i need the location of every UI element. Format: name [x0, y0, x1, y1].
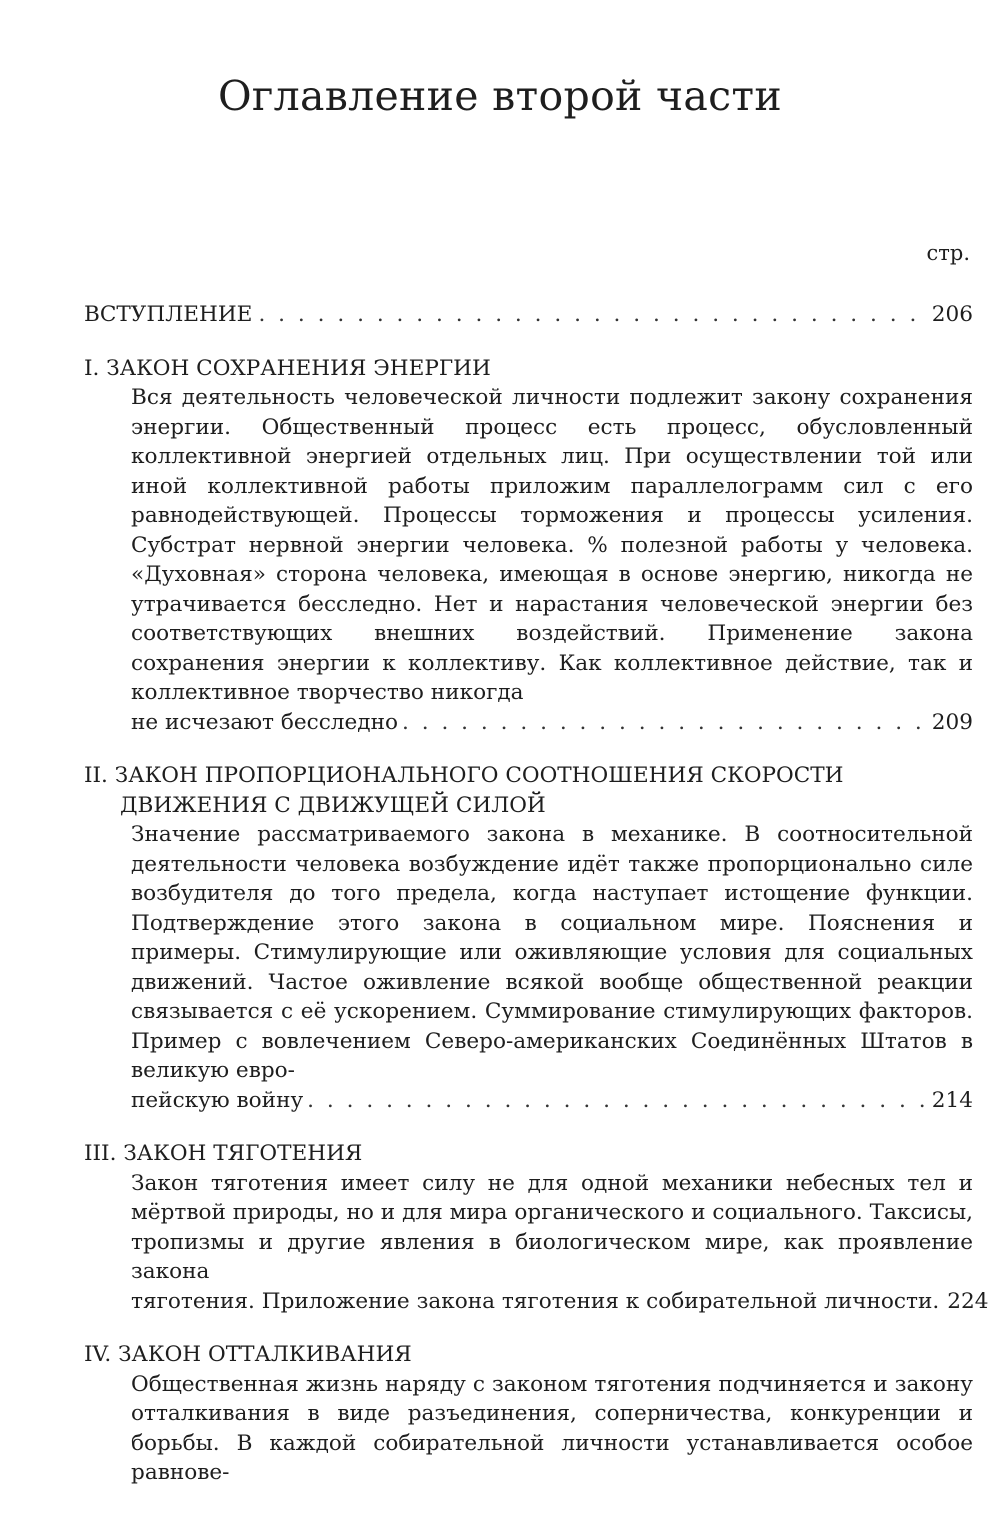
section-summary-end: не исчезают бесследно: [131, 709, 398, 735]
section-summary-text: Значение рассматриваемого закона в механике. В соотносительной деятельности человека возбуждение идёт также пропорционально силе возбудителя до того предела, когда наступает истощение функции. Подтверждение этого закона в социальном мире. Пояснения и примеры. Стимулирующие или оживляющие условия для социальных движений. Частое оживление всякой вообще общественной реакции связывается с её ускорением. Суммирование стимулирующих факторов. Пример с вовлечением Северо-американских Соединённых Штатов в великую евро-: [131, 822, 973, 1083]
page-column-label: стр.: [926, 241, 970, 265]
toc-section-3[interactable]: [84, 1139, 989, 1316]
section-summary-last-line: [131, 1287, 989, 1317]
section-summary-text: Вся деятельность человеческой личности подлежит закону сохранения энергии. Общественный процесс есть процесс, обусловленный коллективной энергией отдельных лиц. При осуществлении той или иной коллективной работы приложим параллелограмм сил с его равнодействующей. Процессы торможения и процессы усиления. Субстрат нервной энергии человека. % полезной работы у человека. «Духовная» сторона человека, имеющая в основе энергию, никогда не утрачивается бесследно. Нет и нарастания человеческой энергии без соответствующих внешних воздействий. Применение закона сохранения энергии к коллективу. Как коллективное действие, так и коллективное творчество никогда: [131, 385, 973, 705]
section-summary-text: Общественная жизнь наряду с законом тяготения подчиняется и закону отталкивания в виде разъединения, соперничества, конкуренции и борьбы. В каждой собирательной личности устанавливается особое равнове-: [131, 1371, 973, 1485]
toc-section-2[interactable]: [84, 761, 973, 1115]
toc-section-1[interactable]: [84, 354, 973, 738]
section-summary-text: Закон тяготения имеет силу не для одной механики небесных тел и мёртвой природы, но и для мира органического и социального. Таксисы, тропизмы и другие явления в биологическом мире, как проявление закона: [131, 1170, 973, 1284]
section-title: I. ЗАКОН СОХРАНЕНИЯ ЭНЕРГИИ: [84, 355, 491, 381]
toc-entry-page: 206: [931, 302, 973, 327]
section-title: III. ЗАКОН ТЯГОТЕНИЯ: [84, 1141, 363, 1166]
section-page: 214: [931, 1087, 973, 1113]
section-summary: [84, 820, 973, 1115]
section-summary: [84, 1169, 989, 1317]
section-title: IV. ЗАКОН ОТТАЛКИВАНИЯ: [84, 1342, 412, 1367]
dot-leader: [258, 300, 925, 330]
section-summary: [84, 383, 973, 737]
section-title-continued: ДВИЖЕНИЯ С ДВИЖУЩЕЙ СИЛОЙ: [120, 792, 546, 818]
section-summary-last-line: [131, 1086, 973, 1116]
section-summary-end: пейскую войну: [131, 1087, 304, 1113]
page-title: Оглавление второй части: [217, 72, 783, 120]
toc-entry-intro[interactable]: [84, 300, 973, 330]
dot-leader: [307, 1086, 928, 1116]
section-page: 224: [947, 1288, 989, 1314]
section-title: II. ЗАКОН ПРОПОРЦИОНАЛЬНОГО СООТНОШЕНИЯ СКОРОСТИ: [84, 763, 844, 788]
dot-leader: [402, 708, 928, 738]
toc-entry-label: ВСТУПЛЕНИЕ: [84, 302, 253, 327]
section-summary-last-line: [131, 708, 973, 738]
table-of-contents: [84, 300, 989, 1488]
section-summary-end: тяготения. Приложение закона тяготения к собирательной личности.: [131, 1288, 940, 1314]
section-summary: [84, 1370, 973, 1488]
section-page: 209: [931, 709, 973, 735]
toc-section-4[interactable]: [84, 1340, 973, 1488]
